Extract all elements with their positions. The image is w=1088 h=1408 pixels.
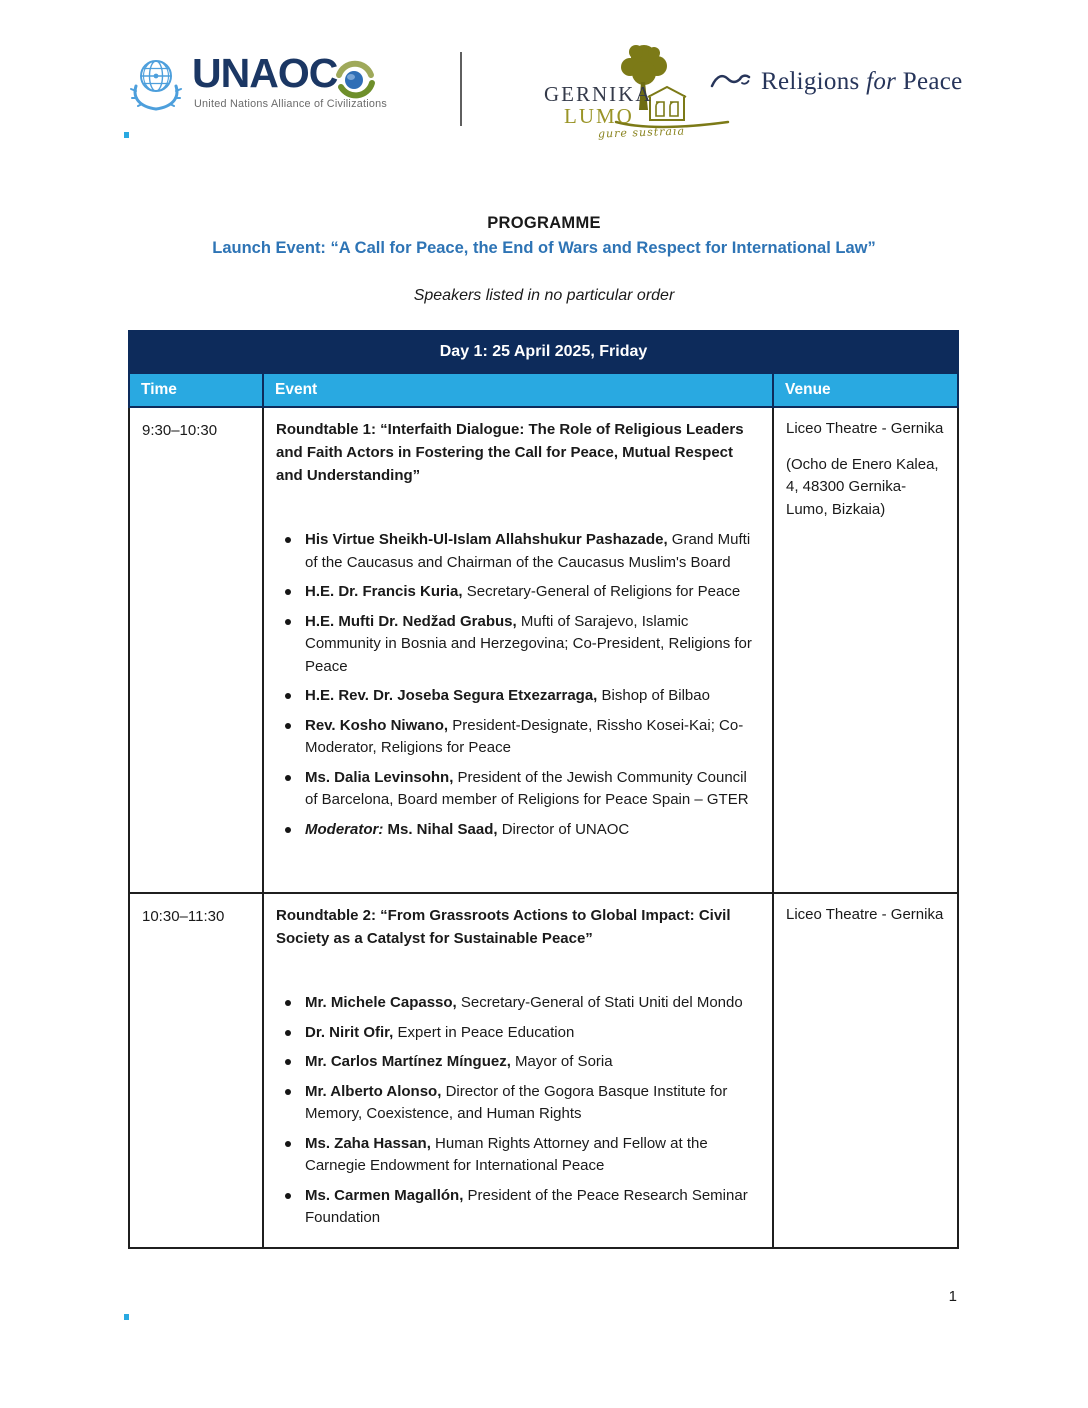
speaker-item: Rev. Kosho Niwano, President-Designate, Rissho Kosei-Kai; Co-Moderator, Religions for Peace: [276, 715, 760, 760]
rfp-word-religions: Religions: [761, 68, 860, 95]
speakers-note: Speakers listed in no particular order: [413, 287, 675, 304]
venue-text: Liceo Theatre - Gernika: [786, 420, 944, 437]
event-spacer: [276, 487, 760, 529]
religions-for-peace-logo: [710, 64, 963, 100]
event-cell: [263, 893, 773, 1248]
speaker-name: H.E. Rev. Dr. Joseba Segura Etxezarraga,: [305, 687, 598, 704]
event-spacer: [276, 950, 760, 992]
speaker-item: Ms. Zaha Hassan, Human Rights Attorney and Fellow at the Carnegie Endowment for International Peace: [276, 1133, 760, 1178]
rfp-word-peace: Peace: [902, 68, 963, 95]
gernika-lumo-logo: [538, 40, 738, 142]
speaker-item: Ms. Dalia Levinsohn, President of the Jewish Community Council of Barcelona, Board member of Religions for Peace Spain – GTER: [276, 767, 760, 812]
speaker-name: Mr. Carlos Martínez Mínguez,: [305, 1053, 511, 1070]
event-title: Roundtable 2: “From Grassroots Actions to Global Impact: Civil Society as a Catalyst for Sustainable Peace”: [276, 907, 731, 947]
venue-text: (Ocho de Enero Kalea, 4, 48300 Gernika-Lumo, Bizkaia): [786, 455, 939, 518]
dove-swoosh-icon: [710, 68, 752, 96]
speaker-name: Rev. Kosho Niwano,: [305, 716, 449, 734]
speaker-item: Mr. Michele Capasso, Secretary-General of Stati Uniti del Mondo: [276, 992, 760, 1015]
speaker-item: H.E. Rev. Dr. Joseba Segura Etxezarraga, Bishop of Bilbao: [276, 685, 760, 708]
page-number: 1: [948, 1288, 957, 1305]
schedule-row: [129, 407, 958, 893]
speaker-name: Mr. Michele Capasso,: [305, 994, 457, 1011]
day-header: Day 1: 25 April 2025, Friday: [129, 331, 958, 373]
programme-table: [128, 330, 957, 1249]
gernika-wordmark: GERNIKA: [544, 82, 653, 106]
logo-divider: [460, 52, 462, 126]
schedule-row: [129, 893, 958, 1248]
un-globe-laurel-icon: [128, 52, 184, 114]
event-title: Roundtable 1: “Interfaith Dialogue: The Role of Religious Leaders and Faith Actors in Fostering the Call for Peace, Mutual Respect and Understanding”: [276, 421, 744, 484]
lumo-wordmark: LUMO: [564, 104, 634, 128]
speaker-item: H.E. Dr. Francis Kuria, Secretary-General of Religions for Peace: [276, 581, 760, 604]
rfp-word-for: for: [866, 68, 897, 95]
speaker-name: Ms. Zaha Hassan,: [305, 1134, 431, 1152]
event-cell: [263, 407, 773, 893]
column-header-time: Time: [129, 373, 263, 407]
venue-cell: [773, 407, 958, 893]
unaoc-tagline: United Nations Alliance of Civilizations: [194, 98, 388, 110]
event-subtitle: Launch Event: “A Call for Peace, the End of Wars and Respect for International Law”: [212, 239, 876, 257]
rfp-wordmark: [761, 68, 963, 96]
cursor-artifact-bottom: [124, 1314, 129, 1320]
speaker-name: His Virtue Sheikh-Ul-Islam Allahshukur Pashazade,: [305, 531, 668, 548]
speaker-item: Dr. Nirit Ofir, Expert in Peace Education: [276, 1022, 760, 1045]
venue-text: Liceo Theatre - Gernika: [786, 906, 944, 923]
column-header-event: Event: [263, 373, 773, 407]
speaker-name: Ms. Carmen Magallón,: [305, 1186, 464, 1204]
speaker-name: Mr. Alberto Alonso,: [305, 1082, 442, 1100]
gernika-script-tagline: gure sustraia: [597, 124, 686, 141]
page-title: PROGRAMME: [487, 214, 601, 232]
speaker-name: H.E. Dr. Francis Kuria,: [305, 583, 463, 600]
speaker-item: Mr. Carlos Martínez Mínguez, Mayor of Soria: [276, 1051, 760, 1074]
column-header-venue: Venue: [773, 373, 958, 407]
assembly-house-icon: [648, 87, 686, 120]
day1-schedule-table: [128, 330, 959, 1249]
time-cell-text: 9:30–10:30: [142, 422, 218, 439]
speaker-list: [276, 992, 760, 1230]
speaker-item: Ms. Carmen Magallón, President of the Peace Research Seminar Foundation: [276, 1185, 760, 1230]
speaker-item: Mr. Alberto Alonso, Director of the Gogora Basque Institute for Memory, Coexistence, and Human Rights: [276, 1081, 760, 1126]
cursor-artifact-top: [124, 132, 129, 138]
time-cell: [129, 893, 263, 1248]
speaker-name: H.E. Mufti Dr. Nedžad Grabus,: [305, 612, 517, 630]
venue-cell: [773, 893, 958, 1248]
unaoc-logo: [128, 50, 398, 122]
speaker-item: H.E. Mufti Dr. Nedžad Grabus, Mufti of Sarajevo, Islamic Community in Bosnia and Herzegovina; Co-President, Religions for Peace: [276, 611, 760, 679]
time-cell-text: 10:30–11:30: [142, 908, 225, 925]
schedule-body: [129, 407, 958, 1248]
speaker-prefix: Moderator:: [305, 820, 388, 838]
speaker-item: His Virtue Sheikh-Ul-Islam Allahshukur Pashazade, Grand Mufti of the Caucasus and Chairman of the Caucasus Muslim's Board: [276, 529, 760, 574]
speaker-list: [276, 529, 760, 841]
speaker-item: Moderator: Ms. Nihal Saad, Director of UNAOC: [276, 819, 760, 842]
time-cell: [129, 407, 263, 893]
speaker-name: Ms. Dalia Levinsohn,: [305, 768, 454, 786]
speaker-name: Dr. Nirit Ofir,: [305, 1023, 394, 1041]
speaker-name: Ms. Nihal Saad,: [387, 820, 498, 838]
unaoc-acronym: UNAOC: [192, 50, 338, 96]
